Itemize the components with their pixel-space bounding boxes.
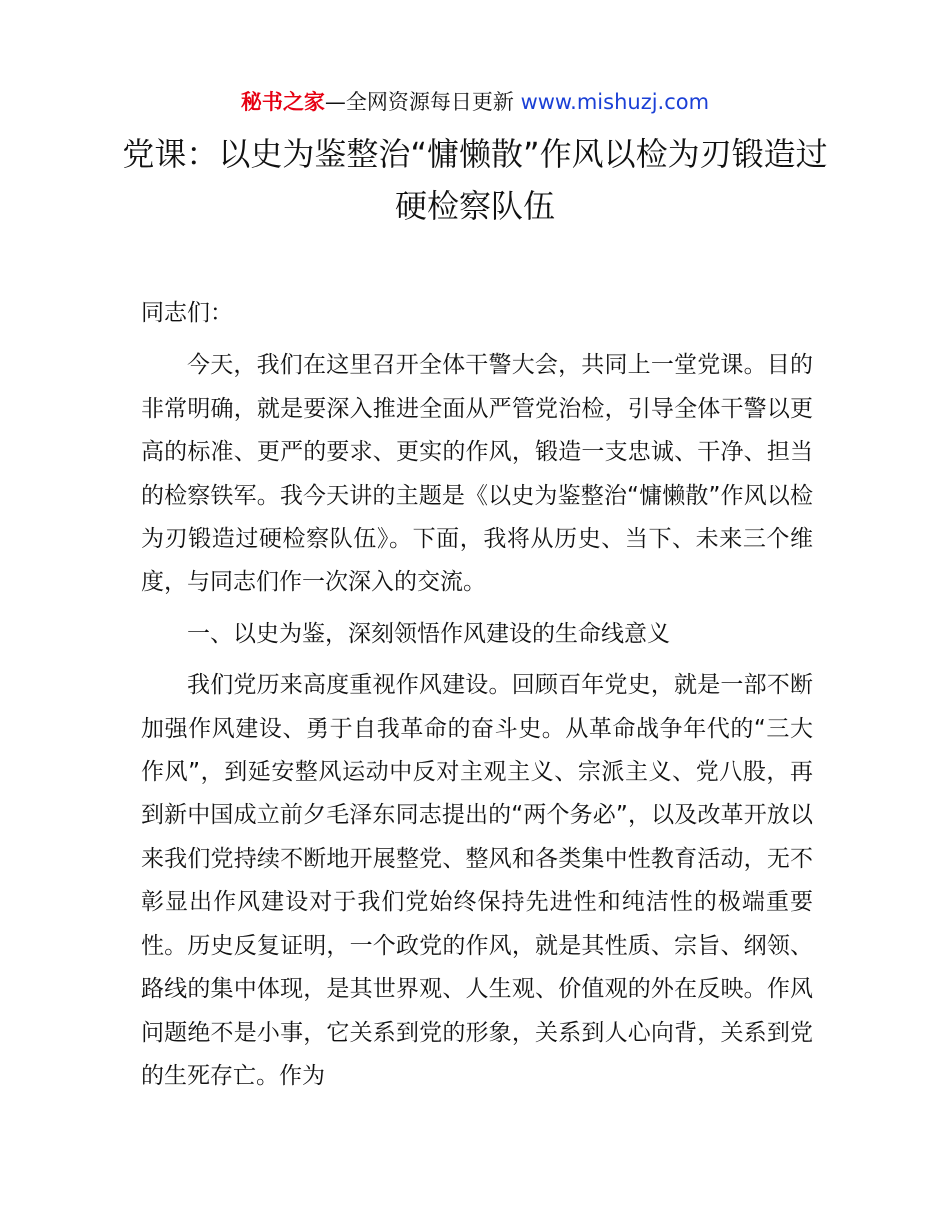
section-heading: 一、以史为鉴，深刻领悟作风建设的生命线意义 [187, 620, 670, 647]
section-paragraph: 我们党历来高度重视作风建设。回顾百年党史，就是一部不断加强作风建设、勇于自我革命的奋斗史。从革命战争年代的“三大作风”，到延安整风运动中反对主观主义、宗派主义、党八股，再到新中国成立前夕毛泽东同志提出的“两个务必”，以及改革开放以来我们党持续不断地开展整党、整风和各类集中性教育活动，无不彰显出作风建设对于我们党始终保持先进性和纯洁性的极端重要性。历史反复证明，一个政党的作风，就是其性质、宗旨、纲领、路线的集中体现，是其世界观、人生观、价值观的外在反映。作风问题绝不是小事，它关系到党的形象，关系到人心向背，关系到党的生死存亡。作为 [141, 672, 813, 1089]
document-body [141, 292, 813, 1098]
brand-name: 秘书之家 [240, 90, 325, 114]
intro-paragraph: 今天，我们在这里召开全体干警大会，共同上一堂党课。目的非常明确，就是要深入推进全面从严管党治检，引导全体干警以更高的标准、更严的要求、更实的作风，锻造一支忠诚、干净、担当的检察铁军。我今天讲的主题是《以史为鉴整治“慵懒散”作风以检为刃锻造过硬检察队伍》。下面，我将从历史、当下、未来三个维度，与同志们作一次深入的交流。 [141, 352, 813, 596]
document-title: 党课：以史为鉴整治“慵懒散”作风以检为刃锻造过硬检察队伍 [122, 135, 828, 225]
site-header [0, 89, 950, 115]
site-url-link[interactable]: www.mishuzj.com [520, 90, 710, 114]
header-slogan: —全网资源每日更新 [324, 90, 521, 114]
salutation: 同志们： [141, 300, 233, 326]
